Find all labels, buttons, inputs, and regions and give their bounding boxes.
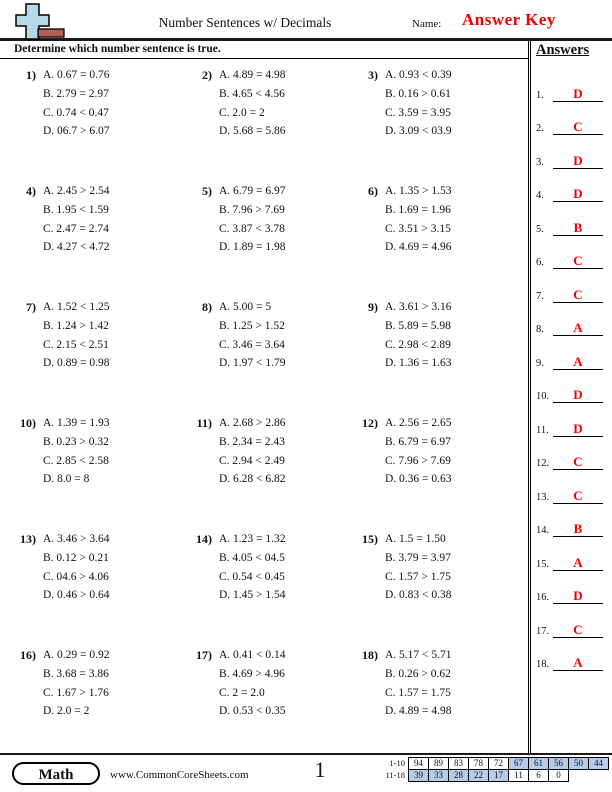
option-line: A. 1.52 < 1.25 [43,301,110,313]
question-number: 1) [26,68,36,82]
questions-grid [0,59,528,759]
option-line: A. 1.39 = 1.93 [43,417,110,429]
question [0,295,176,411]
option-line: A. 0.29 = 0.92 [43,649,110,661]
option-line: B. 6.79 = 6.97 [385,435,451,448]
question [0,179,176,295]
answer-number: 18. [536,659,550,670]
question-number: 16) [20,648,36,662]
option-line: C. 3.51 > 3.15 [385,222,451,235]
answer-blank-line: A [553,320,603,336]
option-line: B. 1.24 > 1.42 [43,319,109,332]
option-line: D. 1.89 = 1.98 [219,241,286,254]
answer-blank-line: B [553,521,603,537]
answer-number: 4. [536,190,544,201]
answer-item [531,336,612,370]
question-number: 17) [196,648,212,662]
question-number: 10) [20,416,36,430]
answer-blank-line: A [553,354,603,370]
option-line: B. 1.25 > 1.52 [219,319,285,332]
question-number: 3) [368,68,378,82]
question-options [219,66,286,179]
option-line: D. 0.36 = 0.63 [385,473,452,486]
question-options [43,298,110,411]
answer-number: 13. [536,491,550,503]
option-line: D. 4.69 = 4.96 [385,241,452,254]
question-options [43,182,110,295]
option-line: D. 1.36 = 1.63 [385,357,452,370]
option-line: D. 4.89 = 4.98 [385,705,452,718]
question [176,643,342,759]
question-options [385,646,452,759]
option-line: A. 3.61 > 3.16 [385,301,452,313]
option-line: C. 3.59 = 3.95 [385,106,451,119]
option-line: C. 2.98 < 2.89 [385,338,451,351]
question-number: 18) [362,648,378,662]
question [342,527,528,643]
name-label: Name: [412,18,442,30]
answer-item [531,169,612,203]
worksheet-title: Number Sentences w/ Decimals [158,15,332,30]
answer-number: 5. [536,223,544,235]
score-cell: 0 [548,769,569,782]
answer-number: 1. [536,89,544,101]
option-line: D. 0.89 = 0.98 [43,357,110,370]
answer-item [531,135,612,169]
question-options [219,646,286,759]
question-number: 12) [362,416,378,430]
answer-item [531,604,612,638]
question-options [43,414,110,527]
option-line: C. 2.85 < 2.58 [43,454,109,467]
option-line: B. 0.23 > 0.32 [43,435,109,448]
question [0,63,176,179]
score-cell: 94 [408,757,429,770]
option-line: B. 0.12 > 0.21 [43,551,109,564]
option-line: D. 4.27 < 4.72 [43,241,110,254]
option-line: D. 06.7 > 6.07 [43,125,110,138]
score-cell: 83 [448,757,469,770]
question [0,411,176,527]
option-line: C. 1.57 = 1.75 [385,686,451,699]
question-number: 13) [20,532,36,546]
answer-item [531,202,612,236]
option-line: A. 2.56 = 2.65 [385,417,452,429]
option-line: B. 3.79 = 3.97 [385,551,451,564]
score-cell: 72 [488,757,509,770]
question [176,63,342,179]
score-cell: 6 [528,769,549,782]
answer-item [531,638,612,672]
plus-logo-icon [8,2,70,42]
option-line: A. 1.23 = 1.32 [219,533,286,545]
answer-item [531,571,612,605]
question [176,411,342,527]
option-line: A. 2.68 > 2.86 [219,417,286,429]
worksheet-header [0,0,612,41]
answers-title: Answers [536,42,590,58]
score-cell: 61 [528,757,549,770]
answer-key-label: Answer Key [462,10,556,29]
answer-item [531,236,612,270]
question-number: 11) [196,416,212,430]
question-number: 14) [196,532,212,546]
question [176,527,342,643]
score-cell: 56 [548,757,569,770]
option-line: D. 1.97 < 1.79 [219,357,286,370]
answer-number: 12. [536,458,550,469]
score-table [345,757,609,782]
option-line: C. 04.6 > 4.06 [43,570,109,583]
answer-item [531,303,612,337]
question [342,63,528,179]
answers-list [531,68,612,671]
answer-number: 8. [536,324,544,335]
question-options [219,530,286,643]
answer-item [531,403,612,437]
answer-number: 6. [536,257,544,268]
option-line: D. 1.45 > 1.54 [219,589,286,602]
option-line: B. 7.96 > 7.69 [219,203,285,216]
option-line: D. 0.53 < 0.35 [219,705,286,718]
question [342,411,528,527]
question [176,295,342,411]
score-row-label: 1-10 [389,758,405,768]
score-cell: 33 [428,769,449,782]
question [0,643,176,759]
option-line: C. 2.15 < 2.51 [43,338,109,351]
score-row [345,769,609,782]
answer-blank-line: C [553,119,603,135]
answer-blank-line: C [553,622,603,638]
answer-item [531,269,612,303]
answers-sidebar [531,41,612,753]
option-line: A. 2.45 > 2.54 [43,185,110,197]
score-cell: 50 [568,757,589,770]
question-number: 15) [362,532,378,546]
question-options [385,66,452,179]
question-options [43,530,110,643]
option-line: B. 2.34 = 2.43 [219,435,285,448]
option-line: C. 2 = 2.0 [219,686,265,699]
option-line: A. 1.5 = 1.50 [385,533,446,545]
option-line: D. 3.09 < 03.9 [385,125,452,138]
score-cell: 28 [448,769,469,782]
question-number: 2) [202,68,212,82]
footer [0,753,612,792]
score-cell: 22 [468,769,489,782]
answer-item [531,370,612,404]
answer-blank-line: A [553,555,603,571]
question-number: 5) [202,184,212,198]
option-line: D. 5.68 = 5.86 [219,125,286,138]
score-cell: 44 [588,757,609,770]
option-line: A. 1.35 > 1.53 [385,185,452,197]
option-line: D. 0.83 < 0.38 [385,589,452,602]
option-line: B. 4.05 < 04.5 [219,551,285,564]
option-line: B. 2.79 = 2.97 [43,87,109,100]
answer-item [531,68,612,102]
question-options [43,646,110,759]
answer-blank-line: A [553,655,603,671]
answer-number: 2. [536,123,544,134]
answer-item [531,537,612,571]
answer-number: 14. [536,525,550,536]
answer-blank-line: D [553,588,603,604]
answer-blank-line: C [553,287,603,303]
option-line: A. 4.89 = 4.98 [219,69,286,81]
question-number: 4) [26,184,36,198]
question [342,643,528,759]
answer-item [531,504,612,538]
answer-blank-line: D [553,387,603,403]
questions-area [0,41,528,753]
answer-blank-line: B [553,220,603,236]
question-options [43,66,110,179]
content-area [0,41,612,753]
answer-blank-line: C [553,253,603,269]
option-line: C. 7.96 > 7.69 [385,454,451,467]
instruction-text: Determine which number sentence is true. [0,41,528,59]
answer-number: 16. [536,592,550,603]
option-line: C. 2.94 < 2.49 [219,454,285,467]
answer-number: 9. [536,357,544,369]
option-line: A. 0.67 = 0.76 [43,69,110,81]
score-cell: 67 [508,757,529,770]
option-line: A. 3.46 > 3.64 [43,533,110,545]
option-line: B. 0.16 > 0.61 [385,87,451,100]
question-number: 8) [202,300,212,314]
page-number: 1 [314,757,326,782]
option-line: B. 0.26 > 0.62 [385,667,451,680]
question-number: 7) [26,300,36,314]
question-options [385,530,452,643]
option-line: B. 1.69 = 1.96 [385,203,451,216]
math-logo: Math [12,762,100,785]
answer-number: 11. [536,424,549,436]
score-cell: 17 [488,769,509,782]
answer-blank-line: D [553,86,603,102]
option-line: C. 0.74 < 0.47 [43,106,109,119]
option-line: A. 0.41 < 0.14 [219,649,286,661]
score-cell: 39 [408,769,429,782]
question [342,179,528,295]
answer-number: 7. [536,290,544,302]
question [0,527,176,643]
answer-item [531,437,612,471]
answer-blank-line: D [553,153,603,169]
option-line: A. 0.93 < 0.39 [385,69,452,81]
option-line: C. 2.0 = 2 [219,106,265,119]
answer-blank-line: C [553,488,603,504]
answer-item [531,102,612,136]
question-options [219,298,286,411]
option-line: A. 6.79 = 6.97 [219,185,286,197]
option-line: C. 1.57 > 1.75 [385,570,451,583]
option-line: C. 3.87 < 3.78 [219,222,285,235]
question-options [385,182,452,295]
question-options [385,298,452,411]
answer-number: 17. [536,625,550,637]
answer-item [531,470,612,504]
option-line: D. 2.0 = 2 [43,705,90,718]
option-line: B. 3.68 = 3.86 [43,667,109,680]
answer-number: 10. [536,391,550,402]
score-cell: 11 [508,769,529,782]
option-line: D. 6.28 < 6.82 [219,473,286,486]
question [342,295,528,411]
option-line: D. 0.46 > 0.64 [43,589,110,602]
question-options [385,414,452,527]
website-url: www.CommonCoreSheets.com [110,769,249,781]
answer-blank-line: D [553,186,603,202]
option-line: D. 8.0 = 8 [43,473,90,486]
option-line: B. 1.95 < 1.59 [43,203,109,216]
option-line: A. 5.17 < 5.71 [385,649,452,661]
option-line: C. 1.67 > 1.76 [43,686,109,699]
question-number: 9) [368,300,378,314]
option-line: A. 5.00 = 5 [219,301,272,313]
answer-number: 3. [536,156,544,168]
score-row-label: 11-18 [385,770,405,780]
option-line: C. 0.54 < 0.45 [219,570,285,583]
option-line: B. 4.65 < 4.56 [219,87,285,100]
answer-number: 15. [536,558,550,570]
option-line: C. 2.47 = 2.74 [43,222,109,235]
score-cell: 89 [428,757,449,770]
answer-blank-line: C [553,454,603,470]
option-line: C. 3.46 = 3.64 [219,338,285,351]
answer-blank-line: D [553,421,603,437]
option-line: B. 4.69 > 4.96 [219,667,285,680]
question-number: 6) [368,184,378,198]
question [176,179,342,295]
option-line: B. 5.89 = 5.98 [385,319,451,332]
question-options [219,414,286,527]
question-options [219,182,286,295]
score-cell: 78 [468,757,489,770]
